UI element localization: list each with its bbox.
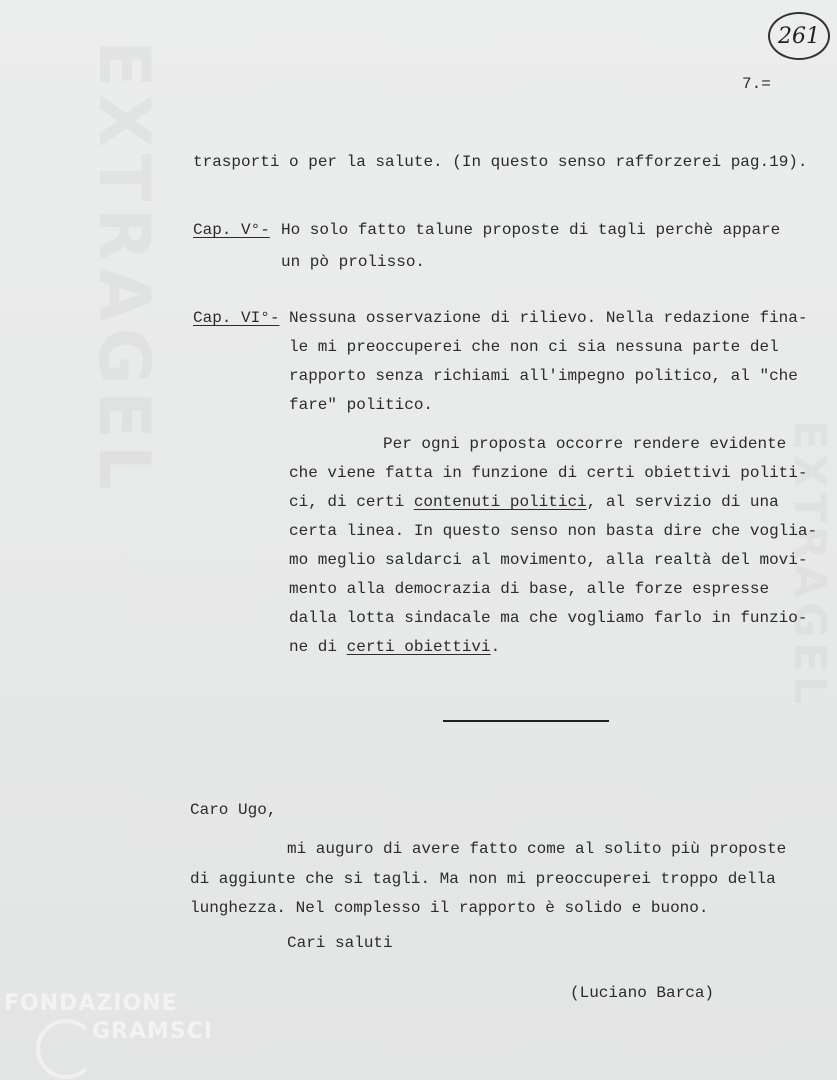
p2-line-3-start: ci, di certi	[289, 493, 414, 511]
p2-line-1: Per ogni proposta occorre rendere evidente	[383, 435, 787, 453]
cap5-line-2: un pò prolisso.	[281, 253, 426, 271]
cap6-line-1: Nessuna osservazione di rilievo. Nella redazione fina-	[289, 309, 808, 327]
paper-watermark-right	[790, 420, 835, 1060]
cap5-label: Cap. V°-	[193, 221, 270, 239]
page-number: 7.=	[742, 75, 771, 93]
p2-line-6: mento alla democrazia di base, alle forze espresse	[289, 580, 770, 598]
cap6-label: Cap. VI°-	[193, 309, 280, 327]
archive-seal: 261	[768, 12, 830, 60]
closing: Cari saluti	[287, 934, 393, 952]
salutation: Caro Ugo,	[190, 801, 277, 819]
p2-line-3-end: , al servizio di una	[586, 493, 779, 511]
section-divider	[443, 720, 609, 722]
logo-circle-icon	[36, 1019, 96, 1079]
cap6-line-2: le mi preoccuperei che non ci sia nessuna parte del	[289, 338, 779, 356]
fondazione-gramsci-logo	[4, 985, 224, 1075]
letter-line-1: mi auguro di avere fatto come al solito più proposte	[287, 840, 787, 858]
p2-line-8-start: ne di	[289, 638, 347, 656]
p2-line-2: che viene fatta in funzione di certi obiettivi politi-	[289, 464, 808, 482]
signature: (Luciano Barca)	[570, 984, 715, 1002]
p2-line-8	[289, 637, 500, 657]
p2-line-4: certa linea. In questo senso non basta dire che voglia-	[289, 522, 818, 540]
p2-line-3	[289, 492, 779, 512]
letter-line-3: lunghezza. Nel complesso il rapporto è solido e buono.	[190, 899, 709, 917]
cap6-line-3: rapporto senza richiami all'impegno politico, al "che	[289, 367, 798, 385]
cap6-line-4: fare" politico.	[289, 396, 434, 414]
logo-line-2: GRAMSCI	[92, 1019, 214, 1044]
cap5-line-1: Ho solo fatto talune proposte di tagli perchè appare	[281, 221, 781, 239]
paper-watermark-left	[95, 40, 165, 1040]
p2-line-8-end: .	[490, 638, 501, 656]
text-line-p1: trasporti o per la salute. (In questo senso rafforzerei pag.19).	[193, 153, 808, 171]
p2-line-5: mo meglio saldarci al movimento, alla realtà del movi-	[289, 551, 808, 569]
underlined-certi-obiettivi: certi obiettivi	[346, 638, 491, 656]
logo-line-1: FONDAZIONE	[4, 991, 178, 1016]
letter-line-2: di aggiunte che si tagli. Ma non mi preoccuperei troppo della	[190, 870, 776, 888]
p2-line-7: dalla lotta sindacale ma che vogliamo farlo in funzio-	[289, 609, 808, 627]
underlined-contenuti-politici: contenuti politici	[413, 493, 587, 511]
